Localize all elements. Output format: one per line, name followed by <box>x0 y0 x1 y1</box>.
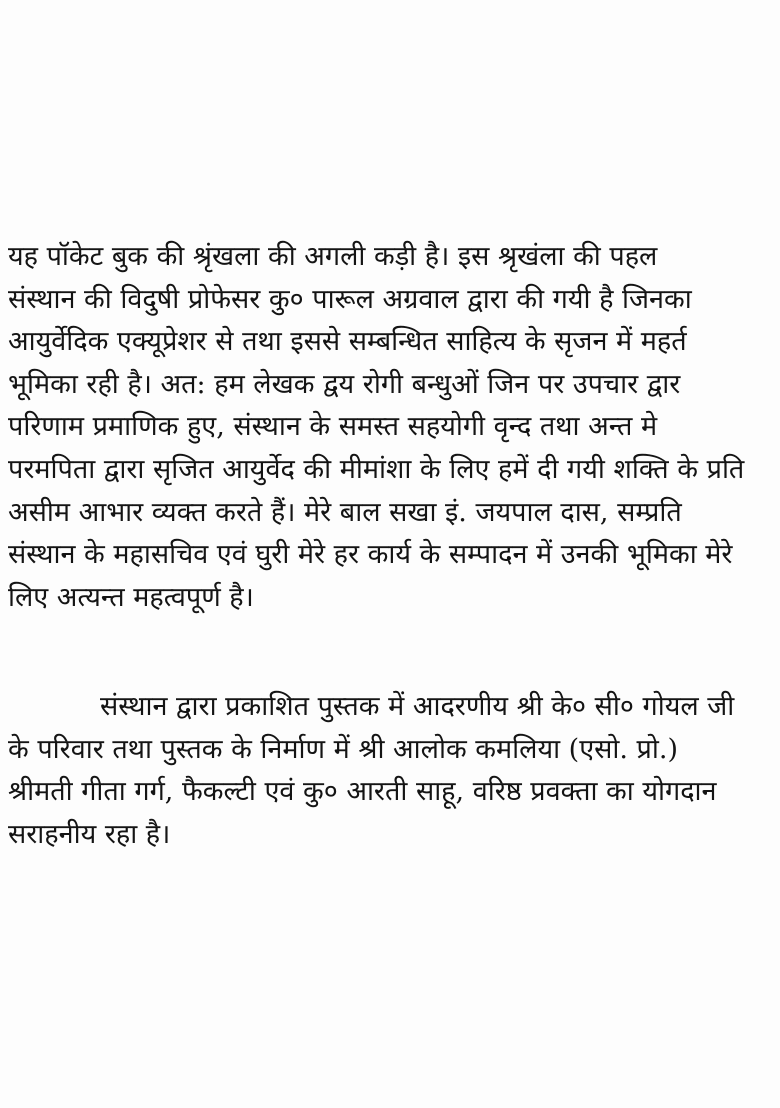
text-line: परिणाम प्रमाणिक हुए, संस्थान के समस्त सहयोगी वृन्द तथा अन्त मे <box>8 411 658 443</box>
text-line: भूमिका रही है। अत: हम लेखक द्वय रोगी बन्धुओं जिन पर उपचार द्वार <box>8 368 681 400</box>
text-line: संस्थान की विदुषी प्रोफेसर कु० पारूल अग्रवाल द्वारा की गयी है जिनका <box>8 283 692 315</box>
text-line: के परिवार तथा पुस्तक के निर्माण में श्री आलोक कमलिया (एसो. प्रो.) <box>8 733 679 765</box>
text-line: लिए अत्यन्त महत्वपूर्ण है। <box>8 581 254 613</box>
text-line: सराहनीय रहा है। <box>8 818 171 850</box>
text-line: श्रीमती गीता गर्ग, फैकल्टी एवं कु० आरती साहू, वरिष्ठ प्रवक्ता का योगदान <box>8 776 717 808</box>
paragraph-contributors <box>8 686 772 856</box>
text-line: संस्थान के महासचिव एवं घुरी मेरे हर कार्य के सम्पादन में उनकी भूमिका मेरे <box>8 539 733 571</box>
text-line: यह पॉकेट बुक की श्रृंखला की अगली कड़ी है। इस श्रृखंला की पहल <box>8 241 658 272</box>
text-line: संस्थान द्वारा प्रकाशित पुस्तक में आदरणीय श्री के० सी० गोयल जी <box>100 691 735 722</box>
text-line: आयुर्वेदिक एक्यूप्रेशर से तथा इससे सम्बन्धित साहित्य के सृजन में महर्त <box>8 326 687 358</box>
paragraph-acknowledgement <box>8 236 772 619</box>
text-line: असीम आभार व्यक्त करते हैं। मेरे बाल सखा इं. जयपाल दास, सम्प्रति <box>8 496 682 528</box>
text-line: परमपिता द्वारा सृजित आयुर्वेद की मीमांशा के लिए हमें दी गयी शक्ति के प्रति <box>8 453 745 485</box>
